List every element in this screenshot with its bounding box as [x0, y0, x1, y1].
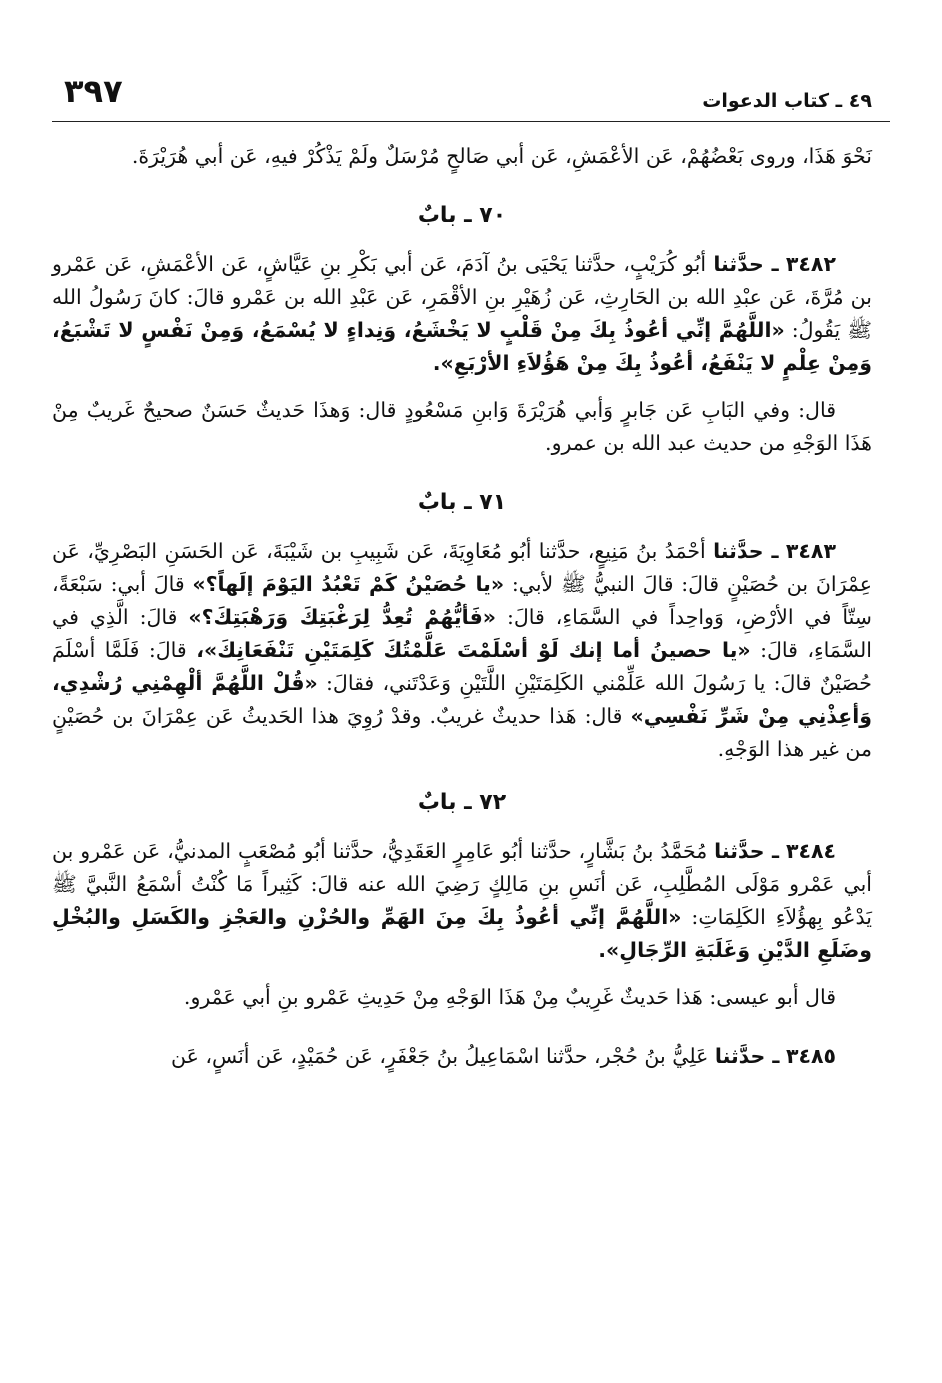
narration-text: قالَ: الَّذِي في السَّمَاءِ، قالَ:: [52, 605, 872, 662]
page-body: [52, 140, 872, 1087]
hadith-number: ٣٤٨٢: [785, 252, 836, 276]
isnad-text: أبُو كُرَيْبٍ، حدَّثنا يَحْيَى بنُ آدَمَ، عَن أبي بَكْرِ بنِ عَيَّاشٍ، عَن الأعْمَشِ، عَن عَمْرو بن مُرَّةَ، عَن عبْدِ الله بن الحَارِثِ، عَن زُهَيْرِ بنِ الأقْمَرِ، عَن عَبْدِ الله بن عَمْرو قالَ: كانَ رَسُولُ الله ﷺ يَقُولُ:: [52, 252, 872, 342]
running-title: ٤٩ ـ كتاب الدعوات: [702, 90, 872, 112]
haddathana-label: ـ حدَّثنا: [713, 252, 779, 276]
chapter-heading-71: ٧١ ـ بابٌ: [417, 490, 507, 515]
prophetic-text: «اللَّهُمَّ إنِّي أعُوذُ بِكَ مِنْ قَلْبٍ لا يَخْشَعُ، وَنِداءٍ لا يُسْمَعُ، وَمِنْ نَفْسٍ لا تَشْبَعُ، وَمِنْ عِلْمٍ لا يَنْفَعُ، أعُوذُ بِكَ مِنْ هَؤُلاَءِ الأرْبَعِ».: [52, 318, 872, 375]
hadith-3482: [52, 248, 872, 380]
hadith-3484: [52, 835, 872, 967]
header-rule: [52, 121, 890, 122]
hadith-number: ٣٤٨٣: [785, 539, 836, 563]
haddathana-label: ـ حدَّثنا: [714, 839, 780, 863]
isnad-text: عَلِيُّ بنُ حُجْر، حدَّثنا اسْمَاعِيلُ بنُ جَعْفَرٍ، عَن حُمَيْدٍ، عَن أنَسٍ، عَن: [171, 1044, 709, 1068]
prophetic-text: «يا حُصَيْنُ كَمْ تَعْبُدُ اليَوْمَ إلَهاً؟»: [192, 572, 505, 596]
prophetic-text: «اللَّهُمَّ إنِّي أعُوذُ بِكَ مِنَ الهَمِّ والحُزْنِ والعَجْزِ والكَسَلِ والبُخْلِ وضَلَعِ الدَّيْنِ وَغَلَبَةِ الرِّجَالِ».: [52, 905, 872, 962]
isnad-text: أحْمَدُ بنُ مَنِيعٍ، حدَّثنا أبُو مُعَاوِيَةَ، عَن شَبِيبِ بن شَيْبَةَ، عَن الحَسَنِ البَصْرِيِّ، عَن عِمْرَانَ بن حُصَيْنٍ قالَ: قالَ النبيُّ ﷺ لأبي:: [52, 539, 872, 596]
narration-text: قالَ أبي: سَبْعَةً، سِتّاً في الأرْضِ، وَواحِداً في السَّمَاءِ، قالَ:: [52, 572, 872, 629]
prophetic-text: «قُلْ اللَّهُمَّ ألْهِمْنِي رُشْدِي، وَأعِذْنِي مِنْ شَرِّ نَفْسِي»: [52, 671, 872, 728]
prophetic-text: «يا حصينُ أما إنك لَوْ أسْلَمْتَ عَلَّمْتُكَ كَلِمَتَيْنِ تَنْفَعَانِكَ»،: [196, 638, 751, 662]
haddathana-label: ـ حدَّثنا: [714, 1044, 780, 1068]
page-number: ٣٩٧: [64, 72, 123, 110]
narration-text: قالَ: فَلَمَّا أسْلَمَ حُصَيْنٌ قالَ: يا رَسُولَ الله عَلِّمْني الكَلِمَتَيْنِ اللَّتَيْنِ وَعَدْتَني، فقالَ:: [52, 638, 872, 695]
hadith-number: ٣٤٨٤: [785, 839, 836, 863]
hadith-number: ٣٤٨٥: [785, 1044, 836, 1068]
chapter-heading-72: ٧٢ ـ بابٌ: [417, 790, 507, 815]
isnad-text: مُحَمَّدُ بنُ بَشَّارٍ، حدَّثنا أبُو عَامِرٍ العَقَدِيُّ، حدَّثنا أبُو مُصْعَبٍ المدنيُّ، عَن عَمْرو بن أبي عَمْرو مَوْلَى المُطَّلِبِ، عَن أنَسِ بنِ مَالِكٍ رَضِيَ الله عنه قالَ: كَثِيراً مَا كُنْتُ أسْمَعُ النَّبيَّ ﷺ يَدْعُو بِهؤُلاَءِ الكَلِمَاتِ:: [52, 839, 872, 929]
haddathana-label: ـ حدَّثنا: [713, 539, 779, 563]
chapter-heading-70: ٧٠ ـ بابٌ: [417, 203, 507, 228]
narration-text: قال: هَذا حديثٌ غريبٌ. وقدْ رُوِيَ هذا الحَديثُ عَن عِمْرَانَ بن حُصَيْنٍ من غير هذا الوَجْهِ.: [52, 704, 872, 761]
prophetic-text: «فَأيُّهُمْ تُعِدُّ لِرَغْبَتِكَ وَرَهْبَتِكَ؟»: [188, 605, 496, 629]
continuation-paragraph: نَحْوَ هَذَا، وروى بَعْضُهُمْ، عَن الأعْمَشِ، عَن أبي صَالحٍ مُرْسَلٌ ولَمْ يَذْكُرْ فيهِ، عَن أبي هُرَيْرَةَ.: [131, 144, 872, 168]
hadith-3484-comment: قال أبو عيسى: هَذا حَديثٌ غَرِيبٌ مِنْ هَذَا الوَجْهِ مِنْ حَدِيثِ عَمْرو بنِ أبي عَمْرو.: [183, 985, 836, 1009]
hadith-3483: [52, 535, 872, 766]
hadith-3482-comment: قال: وفي البَابِ عَن جَابرٍ وَأبي هُرَيْرَةَ وَابنِ مَسْعُودٍ قال: وَهذَا حَديثٌ حَسَنٌ صحيحٌ غَريبٌ مِنْ هَذَا الوَجْهِ من حديث عبد الله بن عمرو.: [52, 398, 872, 455]
hadith-3485: [52, 1040, 872, 1073]
page-header: [50, 66, 892, 112]
